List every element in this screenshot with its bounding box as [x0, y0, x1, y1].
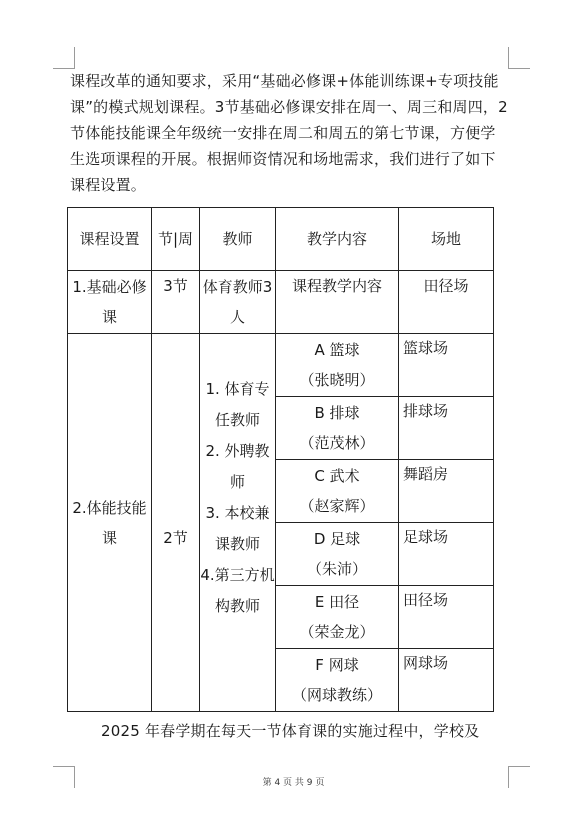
- sport-name: A 篮球: [314, 341, 360, 359]
- header-teacher: 教师: [200, 208, 276, 271]
- crop-mark: [508, 47, 509, 69]
- sport-coach: （网球教练）: [291, 686, 382, 704]
- sport-coach: （赵家辉）: [299, 497, 375, 515]
- header-course: 课程设置: [68, 208, 152, 271]
- teacher-type: 3. 本校兼课教师: [205, 503, 270, 553]
- crop-mark: [74, 47, 75, 69]
- table-header-row: [68, 208, 494, 271]
- crop-mark: [508, 766, 530, 767]
- page-footer: 第 4 页 共 9 页: [262, 778, 325, 788]
- sport-venue: 篮球场: [399, 334, 494, 397]
- basic-periods: 3节: [152, 271, 200, 334]
- sport-name: E 田径: [314, 593, 360, 611]
- sport-name: D 足球: [313, 530, 361, 548]
- teacher-type: 1. 体育专任教师: [205, 379, 270, 429]
- sport-course: 2.体能技能课: [68, 334, 152, 712]
- sport-venue: 网球场: [399, 649, 494, 712]
- sport-coach: （朱沛）: [306, 560, 367, 578]
- sport-item: [276, 586, 399, 649]
- header-venue: 场地: [399, 208, 494, 271]
- course-table: [67, 207, 494, 712]
- sport-item: [276, 523, 399, 586]
- header-periods: 节|周: [152, 208, 200, 271]
- sport-coach: （范茂林）: [299, 434, 375, 452]
- sport-item: [276, 460, 399, 523]
- table-row: [68, 334, 494, 397]
- sport-coach: （荣金龙）: [299, 623, 375, 641]
- sport-coach: （张晓明）: [299, 371, 375, 389]
- basic-teacher: 体育教师3人: [200, 271, 276, 334]
- header-content: 教学内容: [276, 208, 399, 271]
- outro-paragraph: 2025 年春学期在每天一节体育课的实施过程中，学校及: [101, 722, 480, 740]
- table-row: [68, 271, 494, 334]
- sport-item: [276, 649, 399, 712]
- sport-name: B 排球: [314, 404, 360, 422]
- teacher-type: 2. 外聘教师: [205, 441, 270, 491]
- sport-item: [276, 334, 399, 397]
- sport-venue: 足球场: [399, 523, 494, 586]
- sport-name: C 武术: [314, 467, 360, 485]
- sport-venue: 舞蹈房: [399, 460, 494, 523]
- sport-venue: 田径场: [399, 586, 494, 649]
- teacher-type: 4.第三方机构教师: [200, 565, 275, 615]
- basic-course: 1.基础必修课: [68, 271, 152, 334]
- crop-mark: [53, 766, 75, 767]
- basic-content: 课程教学内容: [276, 271, 399, 334]
- crop-mark: [508, 68, 530, 69]
- sport-item: [276, 397, 399, 460]
- sport-teachers: [200, 334, 276, 712]
- sport-name: F 网球: [315, 656, 359, 674]
- sport-venue: 排球场: [399, 397, 494, 460]
- sport-periods: 2节: [152, 334, 200, 712]
- basic-venue: 田径场: [399, 271, 494, 334]
- intro-paragraph: 课程改革的通知要求，采用“基础必修课+体能训练课+专项技能课”的模式规划课程。3节基础必修课安排在周一、周三和周四，2节体能技能课全年级统一安排在周二和周五的第七节课，方便学生选项课程的开展。根据师资情况和场地需求，我们进行了如下课程设置。: [70, 72, 508, 194]
